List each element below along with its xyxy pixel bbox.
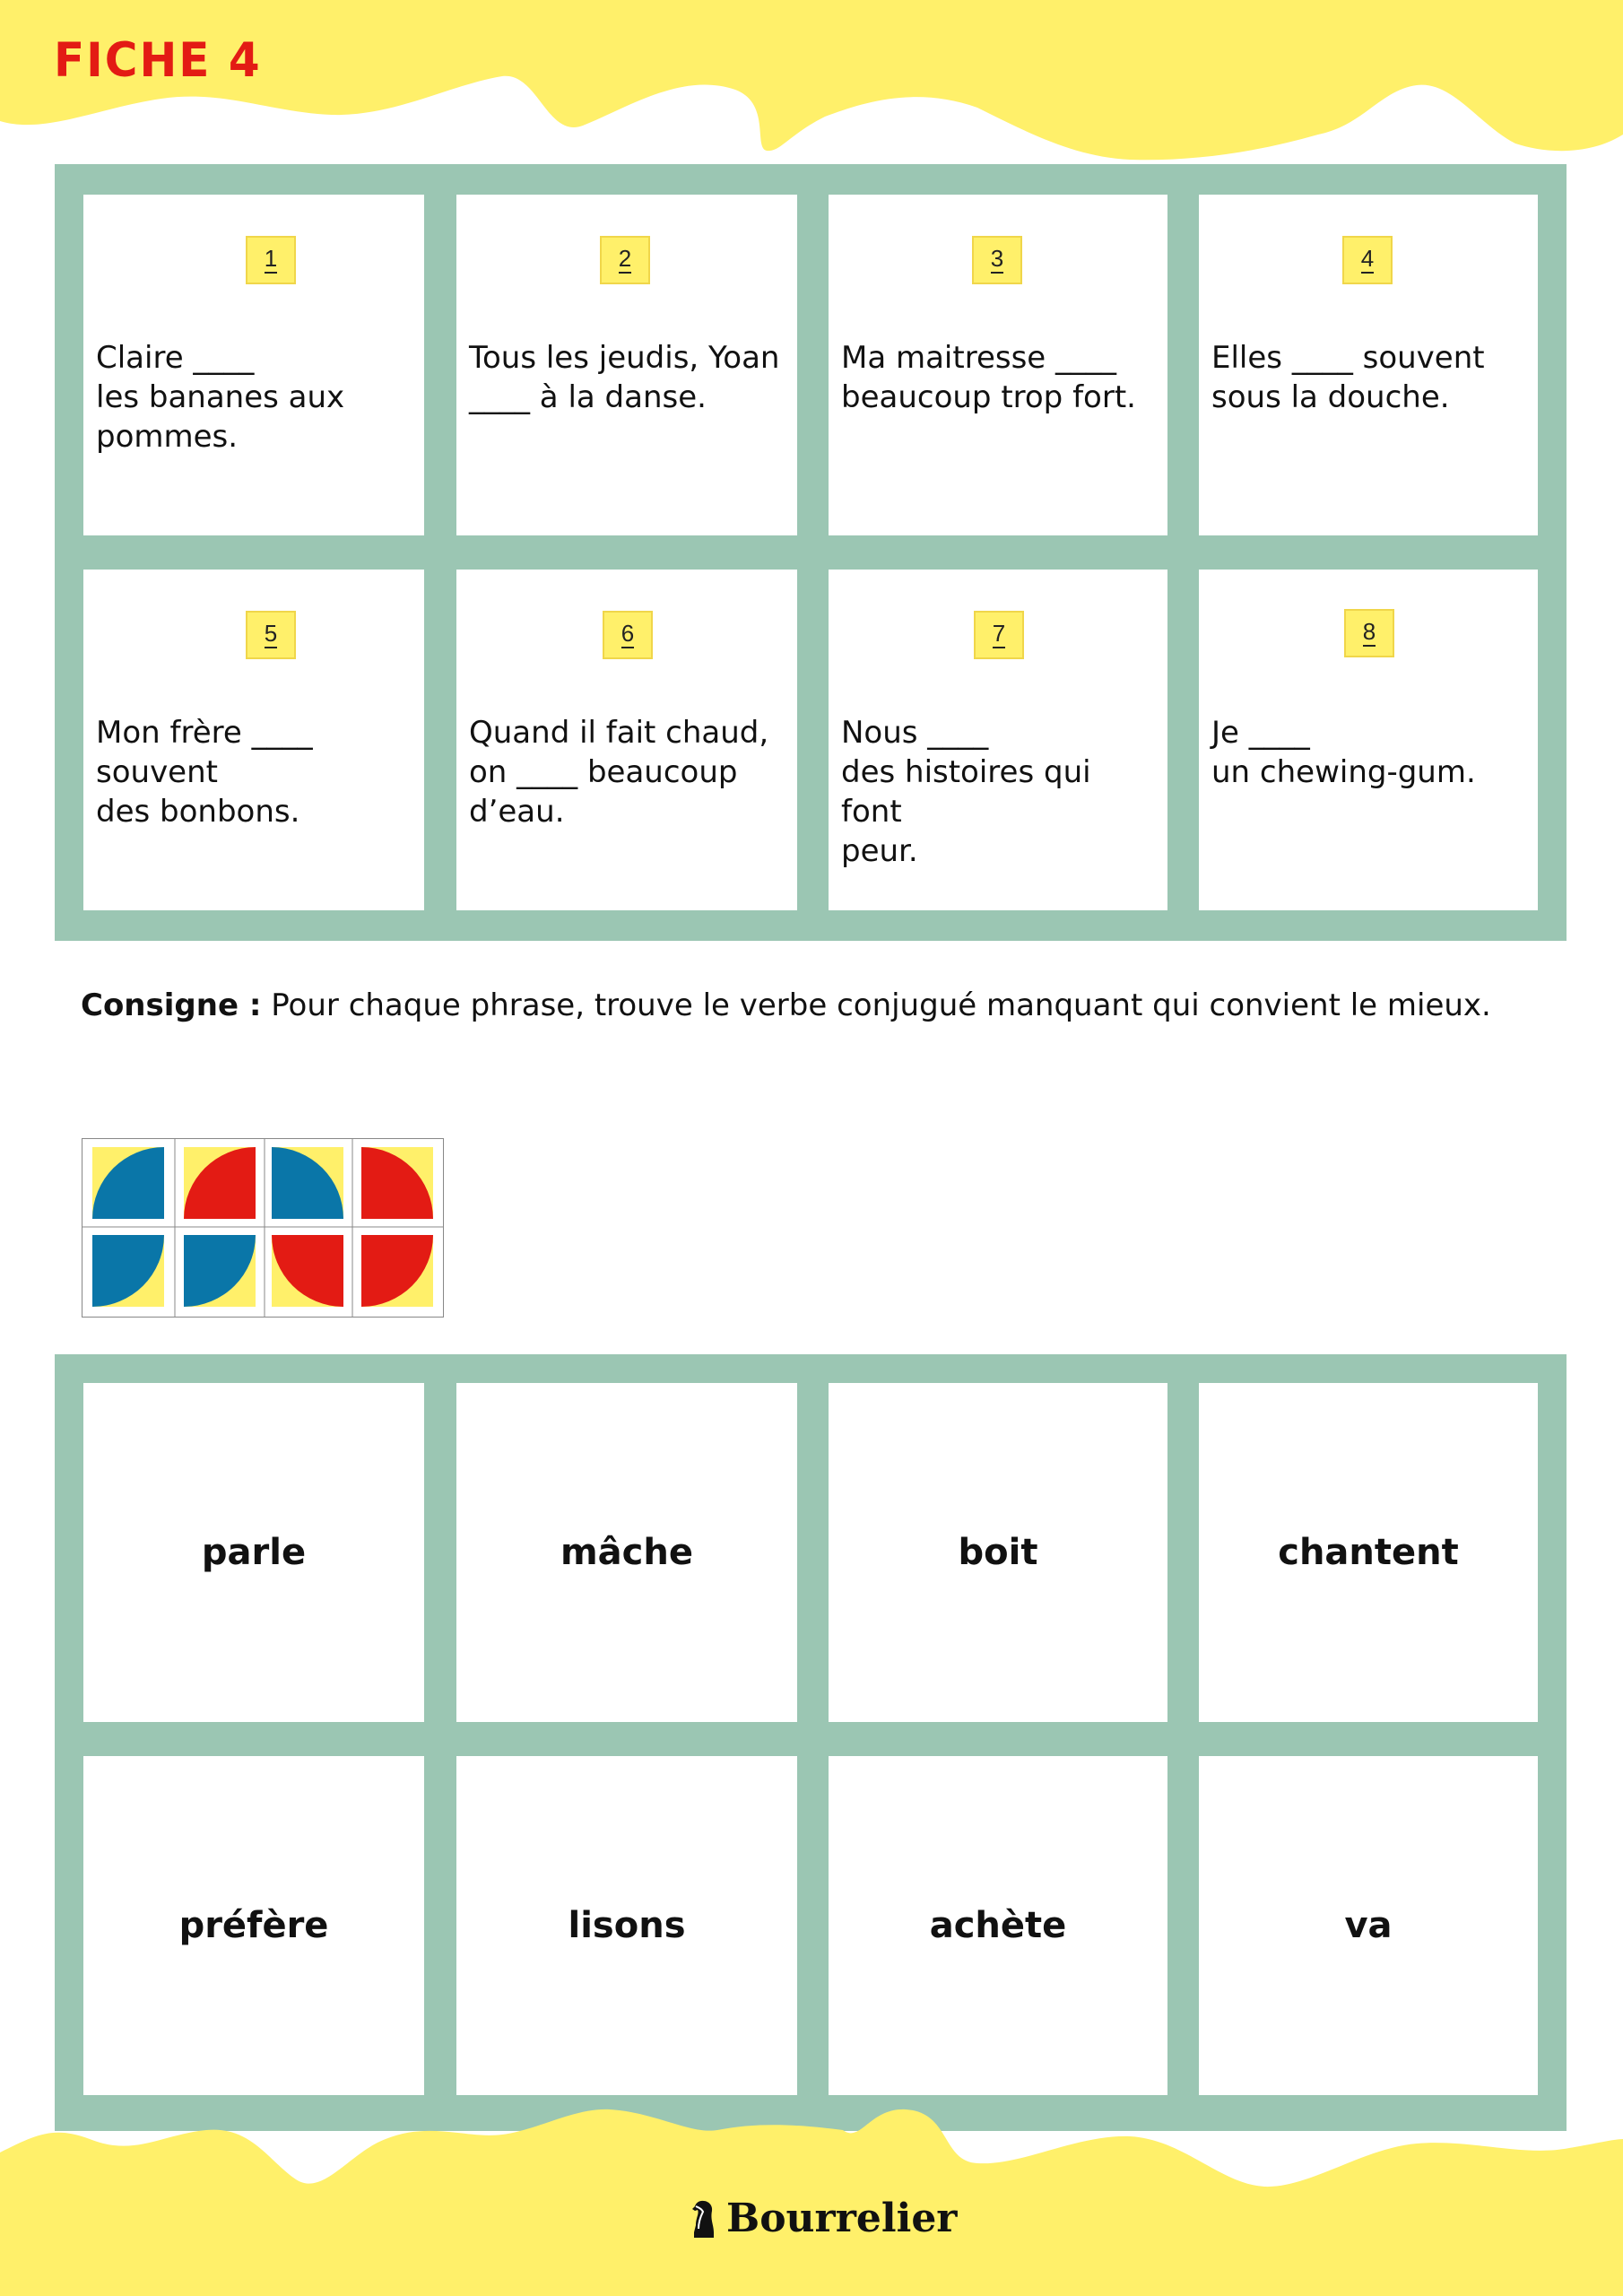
number-badge: 2	[600, 236, 650, 284]
sentence-text: Quand il fait chaud, on ____ beaucoup d’eau.	[469, 715, 769, 830]
sentence-card[interactable]	[456, 195, 797, 535]
number-badge: 8	[1344, 609, 1394, 657]
sentence-card[interactable]	[829, 195, 1167, 535]
sentence-card[interactable]	[456, 570, 797, 910]
verb-card[interactable]	[1199, 1383, 1538, 1722]
sentence-text: Claire ____ les bananes aux pommes.	[96, 340, 345, 455]
page-title: FICHE 4	[54, 32, 262, 88]
publisher-logo	[690, 2196, 958, 2241]
sentence-text: Tous les jeudis, Yoan ____ à la danse.	[469, 340, 780, 415]
number-badge: 5	[246, 611, 296, 659]
instruction-label: Consigne :	[81, 987, 262, 1023]
verb-label: préfère	[178, 1905, 329, 1946]
brand-name: Bourrelier	[726, 2196, 958, 2241]
sentence-card[interactable]	[1199, 195, 1538, 535]
verb-label: achète	[929, 1905, 1067, 1946]
verb-label: va	[1344, 1905, 1393, 1946]
instruction-body: Pour chaque phrase, trouve le verbe conjugué manquant qui convient le mieux.	[261, 987, 1491, 1023]
verb-card[interactable]	[829, 1756, 1167, 2095]
verb-card[interactable]	[456, 1383, 797, 1722]
number-badge: 6	[603, 611, 653, 659]
top-wave-banner	[0, 0, 1623, 179]
verb-card[interactable]	[456, 1756, 797, 2095]
number-badge: 7	[974, 611, 1024, 659]
number-badge: 4	[1342, 236, 1393, 284]
verb-label: mâche	[560, 1532, 693, 1573]
sentence-text: Mon frère ____ souvent des bonbons.	[96, 715, 313, 830]
verb-card[interactable]	[1199, 1756, 1538, 2095]
sentence-text: Ma maitresse ____ beaucoup trop fort.	[841, 340, 1136, 415]
verb-label: boit	[958, 1532, 1038, 1573]
sentence-card[interactable]	[829, 570, 1167, 910]
quarter-circles-logo-icon	[82, 1138, 444, 1318]
verb-label: lisons	[568, 1905, 686, 1946]
verb-card[interactable]	[829, 1383, 1167, 1722]
number-badge: 1	[246, 236, 296, 284]
instruction-text	[81, 984, 1560, 1027]
sentence-card[interactable]	[83, 570, 424, 910]
verb-card[interactable]	[83, 1756, 424, 2095]
sentence-text: Je ____ un chewing-gum.	[1211, 715, 1476, 790]
verb-card[interactable]	[83, 1383, 424, 1722]
knight-chess-icon	[690, 2198, 717, 2239]
sentence-card[interactable]	[83, 195, 424, 535]
verb-board	[55, 1354, 1567, 2131]
verb-label: chantent	[1278, 1532, 1459, 1573]
sentence-text: Elles ____ souvent sous la douche.	[1211, 340, 1485, 415]
sentence-board	[55, 164, 1567, 941]
number-badge: 3	[972, 236, 1022, 284]
sentence-card[interactable]	[1199, 570, 1538, 910]
verb-label: parle	[201, 1532, 307, 1573]
sentence-text: Nous ____ des histoires qui font peur.	[841, 715, 1091, 869]
